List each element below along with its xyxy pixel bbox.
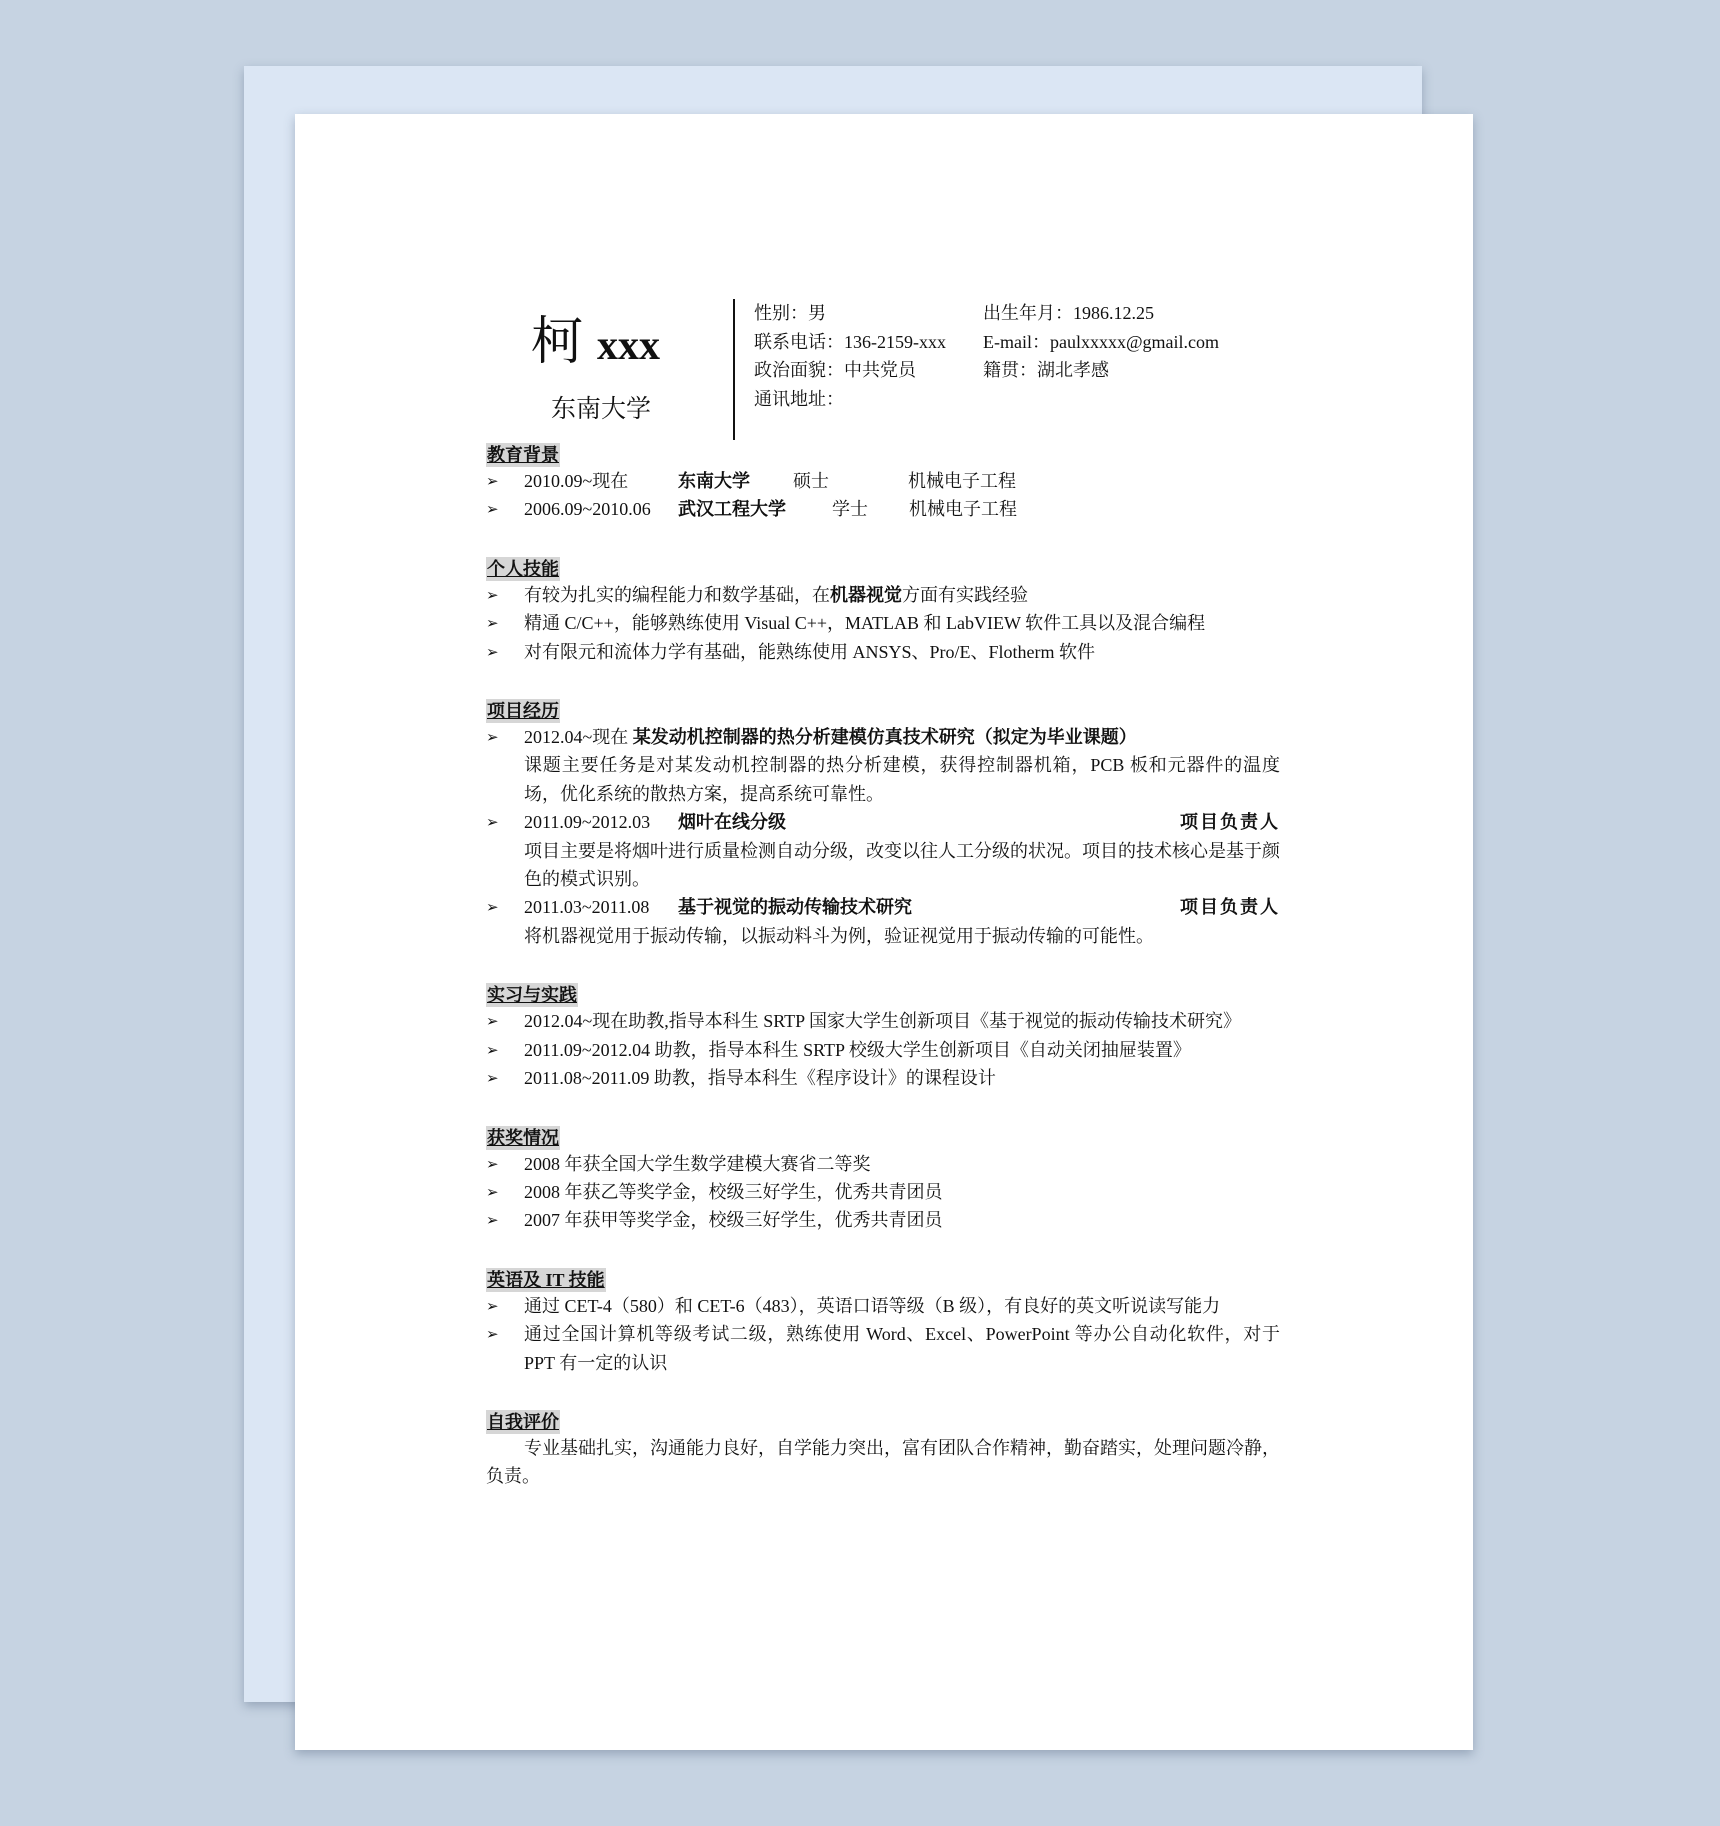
list-item bbox=[486, 638, 1280, 666]
award-text: 2008 年获全国大学生数学建模大赛省二等奖 bbox=[524, 1153, 871, 1174]
section-title: 英语及 IT 技能 bbox=[487, 1269, 605, 1290]
arrow-bullet-icon: ➢ bbox=[486, 1154, 499, 1173]
list-item bbox=[486, 1064, 1280, 1092]
section-title: 获奖情况 bbox=[487, 1127, 559, 1148]
skill-text: 对有限元和流体力学有基础，能熟练使用 ANSYS、Pro/E、Flotherm 软件 bbox=[524, 641, 1096, 662]
english-it-section bbox=[486, 1268, 1280, 1377]
arrow-bullet-icon: ➢ bbox=[486, 500, 499, 519]
project-name: 基于视觉的振动传输技术研究 bbox=[678, 897, 912, 918]
practice-text: 2011.09~2012.04 助教，指导本科生 SRTP 校级大学生创新项目《自动关闭抽屉装置》 bbox=[524, 1039, 1191, 1060]
skill-text: 精通 C/C++，能够熟练使用 Visual C++，MATLAB 和 LabVIEW 软件工具以及混合编程 bbox=[524, 613, 1206, 634]
project-description: 将机器视觉用于振动传输，以振动料斗为例，验证视觉用于振动传输的可能性。 bbox=[524, 925, 1154, 946]
list-item bbox=[486, 1150, 1280, 1178]
skill-text: 方面有实践经验 bbox=[902, 584, 1028, 605]
project-description: 课题主要任务是对某发动机控制器的热分析建模，获得控制器机箱，PCB 板和元器件的温度场，优化系统的散热方案，提高系统可靠性。 bbox=[524, 755, 1280, 804]
list-item bbox=[486, 581, 1280, 609]
info-row bbox=[754, 328, 1219, 357]
info-row bbox=[754, 356, 1219, 385]
section-title: 自我评价 bbox=[487, 1411, 559, 1432]
list-item bbox=[486, 495, 1280, 523]
practice-text: 2012.04~现在助教,指导本科生 SRTP 国家大学生创新项目《基于视觉的振动传输技术研究》 bbox=[524, 1011, 1242, 1032]
project-header bbox=[486, 808, 1280, 836]
list-item bbox=[486, 1320, 1280, 1377]
practice-text: 2011.08~2011.09 助教，指导本科生《程序设计》的课程设计 bbox=[524, 1068, 996, 1089]
english-it-text: 通过全国计算机等级考试二级，熟练使用 Word、Excel、PowerPoint 等办公自动化软件，对于 PPT 有一定的认识 bbox=[524, 1324, 1280, 1373]
arrow-bullet-icon: ➢ bbox=[486, 1069, 499, 1088]
list-item bbox=[486, 609, 1280, 637]
list-item bbox=[486, 1178, 1280, 1206]
project-role: 项目负责人 bbox=[1180, 812, 1280, 833]
personal-info bbox=[754, 299, 1219, 413]
list-item bbox=[486, 1036, 1280, 1064]
edu-school: 东南大学 bbox=[678, 471, 750, 491]
info-row bbox=[754, 299, 1219, 328]
arrow-bullet-icon: ➢ bbox=[486, 813, 499, 832]
applicant-name bbox=[531, 313, 706, 376]
project-description: 项目主要是将烟叶进行质量检测自动分级，改变以往人工分级的状况。项目的技术核心是基于颜色的模式识别。 bbox=[524, 840, 1280, 890]
given-name: xxx bbox=[597, 323, 661, 369]
resume-header bbox=[486, 295, 1280, 443]
arrow-bullet-icon: ➢ bbox=[486, 1296, 499, 1315]
arrow-bullet-icon: ➢ bbox=[486, 1182, 499, 1201]
project-date: 2012.04~现在 bbox=[524, 727, 633, 748]
mailing-address: 通讯地址： bbox=[754, 388, 844, 409]
native-place: 籍贯：湖北孝感 bbox=[983, 360, 1109, 380]
self-evaluation-section bbox=[486, 1410, 1280, 1491]
email: E-mail：paulxxxxx@gmail.com bbox=[983, 331, 1220, 352]
section-title: 实习与实践 bbox=[487, 985, 577, 1006]
project-header bbox=[486, 893, 1280, 921]
arrow-bullet-icon: ➢ bbox=[486, 642, 499, 661]
surname: 柯 bbox=[531, 314, 584, 371]
project-date: 2011.03~2011.08 bbox=[524, 897, 650, 918]
political-status: 政治面貌：中共党员 bbox=[754, 360, 916, 380]
award-text: 2008 年获乙等奖学金，校级三好学生，优秀共青团员 bbox=[524, 1181, 943, 1202]
arrow-bullet-icon: ➢ bbox=[486, 1040, 499, 1059]
arrow-bullet-icon: ➢ bbox=[486, 472, 499, 490]
arrow-bullet-icon: ➢ bbox=[486, 728, 499, 747]
phone: 联系电话：136-2159-xxx bbox=[754, 331, 946, 352]
section-title: 个人技能 bbox=[487, 558, 559, 579]
arrow-bullet-icon: ➢ bbox=[486, 1211, 499, 1230]
awards-section bbox=[486, 1126, 1280, 1235]
list-item bbox=[486, 467, 1280, 495]
award-text: 2007 年获甲等奖学金，校级三好学生，优秀共青团员 bbox=[524, 1210, 943, 1231]
projects-section bbox=[486, 699, 1280, 950]
project-header bbox=[486, 723, 1280, 751]
arrow-bullet-icon: ➢ bbox=[486, 1012, 499, 1031]
info-row bbox=[754, 385, 1219, 414]
project-name: 烟叶在线分级 bbox=[678, 812, 786, 833]
list-item bbox=[486, 1007, 1280, 1035]
header-school: 东南大学 bbox=[551, 396, 652, 423]
header-divider bbox=[733, 299, 735, 440]
edu-date: 2006.09~2010.06 bbox=[524, 499, 651, 520]
skill-highlight: 机器视觉 bbox=[830, 584, 902, 605]
arrow-bullet-icon: ➢ bbox=[486, 614, 499, 633]
edu-degree: 学士 bbox=[832, 499, 868, 520]
self-evaluation-text: 专业基础扎实，沟通能力良好，自学能力突出，富有团队合作精神，勤奋踏实，处理问题冷静，负责。 bbox=[486, 1437, 1280, 1487]
edu-date: 2010.09~现在 bbox=[524, 471, 629, 491]
section-title: 项目经历 bbox=[487, 701, 559, 722]
list-item bbox=[486, 1206, 1280, 1234]
edu-major: 机械电子工程 bbox=[908, 471, 1016, 491]
list-item bbox=[486, 1292, 1280, 1320]
project-date: 2011.09~2012.03 bbox=[524, 812, 651, 833]
birth-date: 出生年月：1986.12.25 bbox=[983, 303, 1154, 323]
section-title: 教育背景 bbox=[487, 445, 559, 465]
arrow-bullet-icon: ➢ bbox=[486, 1325, 499, 1344]
edu-major: 机械电子工程 bbox=[909, 499, 1017, 520]
gender: 性别：男 bbox=[754, 303, 826, 323]
project-role: 项目负责人 bbox=[1180, 897, 1280, 918]
resume-content bbox=[486, 295, 1280, 1491]
project-name: 某发动机控制器的热分析建模仿真技术研究（拟定为毕业课题） bbox=[632, 727, 1137, 748]
arrow-bullet-icon: ➢ bbox=[486, 898, 499, 917]
edu-school: 武汉工程大学 bbox=[678, 499, 786, 520]
education-section bbox=[486, 443, 1280, 524]
skill-text: 有较为扎实的编程能力和数学基础，在 bbox=[524, 584, 830, 605]
edu-degree: 硕士 bbox=[793, 471, 829, 491]
english-it-text: 通过 CET-4（580）和 CET-6（483），英语口语等级（B 级），有良好的英文听说读写能力 bbox=[524, 1295, 1221, 1316]
arrow-bullet-icon: ➢ bbox=[486, 585, 499, 604]
skills-section bbox=[486, 557, 1280, 666]
practice-section bbox=[486, 983, 1280, 1092]
